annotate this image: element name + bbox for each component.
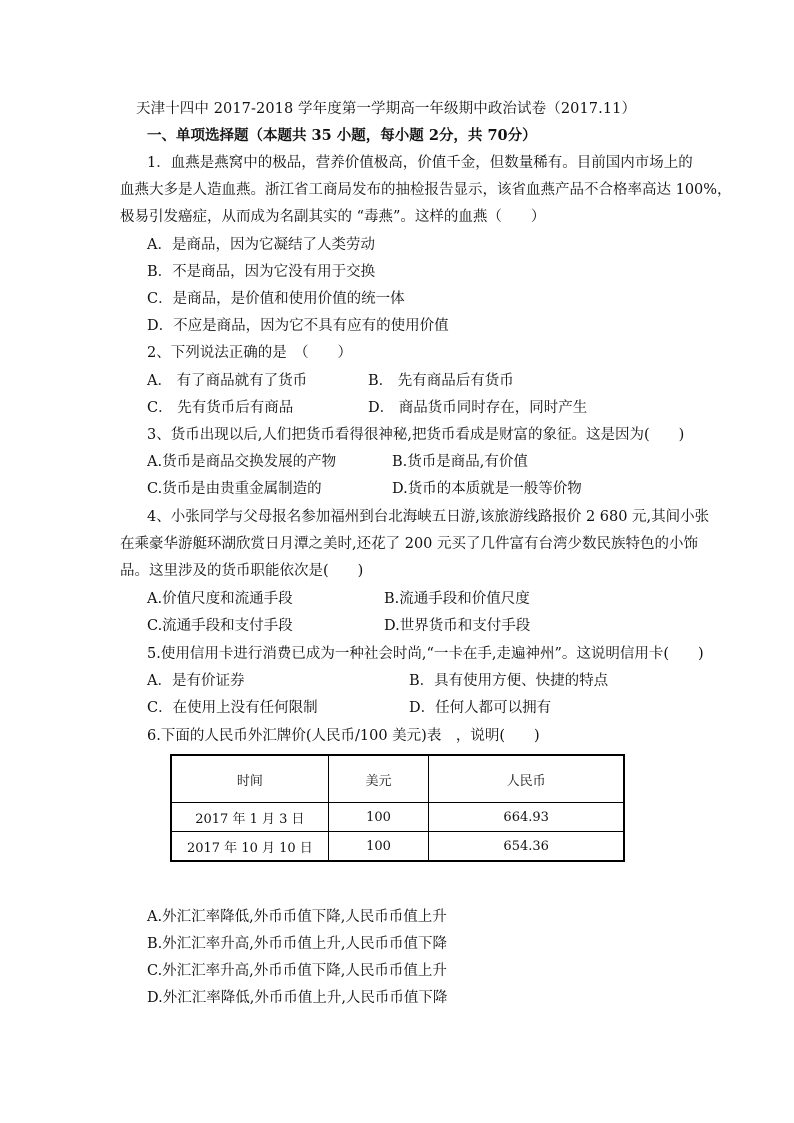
q2-stem: 2、下列说法正确的是 （ ） <box>147 345 352 361</box>
q1-stem-line-3: 极易引发癌症，从而成为名副其实的 “毒燕”。这样的血燕（ ） <box>120 209 546 225</box>
q1-option-d: D．不应是商品，因为它不具有应有的使用价值 <box>147 318 449 334</box>
table-header-row <box>171 755 624 803</box>
q6-option-b: B.外汇汇率升高,外币币值上升,人民币币值下降 <box>147 936 447 952</box>
q5-option-a: A．是有价证券 <box>147 673 245 689</box>
cell-rmb: 664.93 <box>429 803 624 832</box>
q6-option-a: A.外汇汇率降低,外币币值下降,人民币币值上升 <box>147 909 447 925</box>
q1-stem-line-2: 血燕大多是人造血燕。浙江省工商局发布的抽检报告显示，该省血燕产品不合格率高达 100%， <box>120 182 732 198</box>
q4-stem-line-3: 品。这里涉及的货币职能依次是( ) <box>120 563 364 579</box>
cell-rmb: 654.36 <box>429 832 624 862</box>
q5-option-b: B．具有使用方便、快捷的特点 <box>409 673 609 689</box>
q4-stem-line-1: 4、小张同学与父母报名参加福州到台北海峡五日游,该旅游线路报价 2 680 元,其间小张 <box>147 509 710 525</box>
q3-option-b: B.货币是商品,有价值 <box>392 454 528 470</box>
q5-option-d: D．任何人都可以拥有 <box>409 700 552 716</box>
exchange-rate-table <box>170 754 625 862</box>
q3-option-c: C.货币是由贵重金属制造的 <box>147 481 322 497</box>
cell-date: 2017 年 10 月 10 日 <box>171 832 328 862</box>
q3-option-a: A.货币是商品交换发展的产物 <box>147 454 337 470</box>
header-usd: 美元 <box>328 755 429 803</box>
q1-option-c: C．是商品，是价值和使用价值的统一体 <box>147 291 405 307</box>
q4-option-a: A.价值尺度和流通手段 <box>147 591 293 607</box>
q1-option-a: A．是商品，因为它凝结了人类劳动 <box>147 237 375 253</box>
q2-option-d: D． 商品货币同时存在，同时产生 <box>368 400 588 416</box>
q3-option-d: D.货币的本质就是一般等价物 <box>392 481 582 497</box>
q4-option-b: B.流通手段和价值尺度 <box>384 591 530 607</box>
q4-stem-line-2: 在乘豪华游艇环湖欣赏日月潭之美时,还花了 200 元买了几件富有台湾少数民族特色的小饰 <box>120 536 698 552</box>
table-row <box>171 803 624 832</box>
table-row <box>171 832 624 862</box>
q2-option-c: C． 先有货币后有商品 <box>147 400 294 416</box>
q1-stem-line-1: 1．血燕是燕窝中的极品，营养价值极高，价值千金，但数量稀有。目前国内市场上的 <box>147 155 693 171</box>
q6-option-d: D.外汇汇率降低,外币币值上升,人民币币值下降 <box>147 990 448 1006</box>
header-rmb: 人民币 <box>429 755 624 803</box>
q2-option-a: A． 有了商品就有了货币 <box>147 373 308 389</box>
section-heading: 一、单项选择题（本题共 35 小题，每小题 2分，共 70分） <box>147 127 537 144</box>
q1-option-b: B．不是商品，因为它没有用于交换 <box>147 264 376 280</box>
q3-stem: 3、货币出现以后,人们把货币看得很神秘,把货币看成是财富的象征。这是因为( ) <box>147 427 685 443</box>
cell-date: 2017 年 1 月 3 日 <box>171 803 328 832</box>
q4-option-d: D.世界货币和支付手段 <box>384 618 531 634</box>
q6-option-c: C.外汇汇率升高,外币币值下降,人民币币值上升 <box>147 963 447 979</box>
q5-option-c: C．在使用上没有任何限制 <box>147 700 318 716</box>
q5-stem: 5.使用信用卡进行消费已成为一种社会时尚,“一卡在手,走遍神州”。这说明信用卡( ) <box>147 646 704 662</box>
header-date: 时间 <box>171 755 328 803</box>
cell-usd: 100 <box>328 832 429 862</box>
q6-stem: 6.下面的人民币外汇牌价(人民币/100 美元)表 ，说明( ) <box>147 728 540 744</box>
exam-title: 天津十四中 2017-2018 学年度第一学期高一年级期中政治试卷（2017.11） <box>136 101 637 117</box>
q2-option-b: B． 先有商品后有货币 <box>368 373 514 389</box>
cell-usd: 100 <box>328 803 429 832</box>
q4-option-c: C.流通手段和支付手段 <box>147 618 293 634</box>
